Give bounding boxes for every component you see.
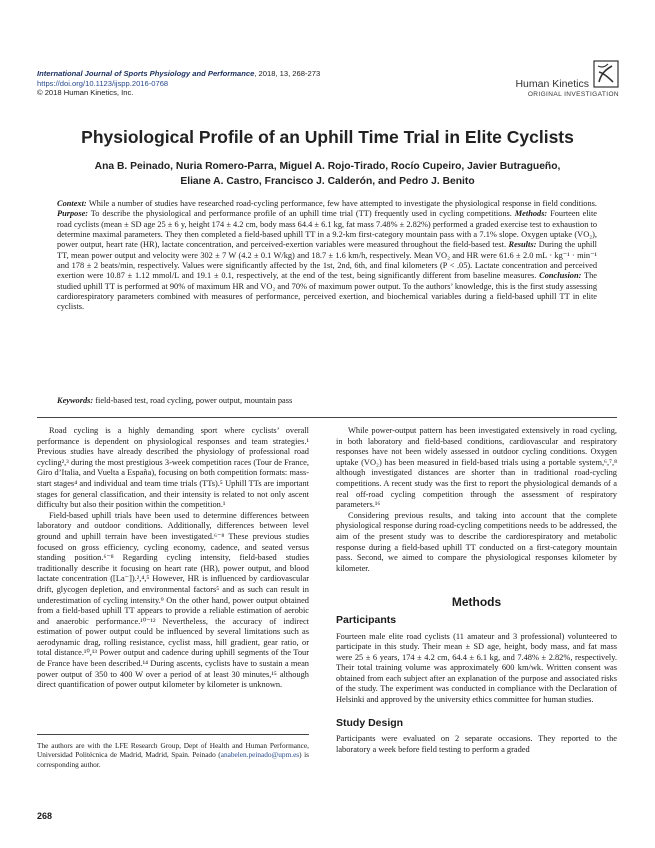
keywords bbox=[57, 396, 597, 405]
abstract-divider bbox=[37, 417, 617, 418]
study-design-heading: Study Design bbox=[336, 716, 404, 729]
methods-text: Fourteen elite road cyclists (mean ± SD age 25 ± 6 y, height 174 ± 4.2 cm, body mass 64.4 ± 6.1 kg, fat mass 7.48% ± 2.82%) performed a graded exercise test to exhaustion to determine maximal parameters. They then completed a field-based uphill TT in a 9.2-km first-category mountain pass with a 7.1% slope. Oxygen uptake (VO₂), power output, heart rate (HR), lactate concentration, and perceived-exertion variables were measured throughout the field-based test. bbox=[57, 209, 597, 250]
corresponding-email-link[interactable]: anabelen.peinado@upm.es bbox=[220, 750, 300, 760]
study-design-paragraph: Participants were evaluated on 2 separate occasions. They reported to the laboratory a week before field testing to perform a graded bbox=[336, 734, 617, 754]
conclusion-text: The studied uphill TT is performed at 90% of maximum HR and VO₂ and 70% of maximum power output. To the authors’ knowledge, this is the first study assessing cardiorespiratory parameters combined with measures of performance, perceived exertion, and biochemical variables during a field-based uphill TT in elite cyclists. bbox=[57, 271, 597, 312]
author-line-1: Ana B. Peinado, Nuria Romero-Parra, Miguel A. Rojo-Tirado, Rocío Cupeiro, Javier Butragueño, bbox=[94, 161, 561, 172]
article-title: Physiological Profile of an Uphill Time Trial in Elite Cyclists bbox=[81, 127, 574, 147]
right-column bbox=[336, 426, 617, 755]
context-label: Context: bbox=[57, 199, 87, 208]
results-label: Results: bbox=[508, 240, 537, 250]
purpose-label: Purpose: bbox=[57, 209, 89, 219]
context-text: While a number of studies have researched road-cycling performance, few have attempted to investigate the physiological response in field conditions. bbox=[86, 199, 597, 208]
page-number: 268 bbox=[37, 811, 53, 821]
left-column bbox=[37, 426, 309, 691]
purpose-text: To describe the physiological and performance profile of an uphill time trial (TT) frequently used in cycling competitions. bbox=[88, 209, 515, 219]
keywords-text: field-based test, road cycling, power output, mountain pass bbox=[93, 396, 293, 405]
journal-header bbox=[37, 69, 457, 98]
human-kinetics-logo-icon bbox=[593, 60, 619, 88]
abstract bbox=[57, 199, 597, 313]
footnote-tail: ) is corresponding author. bbox=[37, 750, 309, 769]
conclusion-label: Conclusion: bbox=[539, 271, 582, 281]
copyright: © 2018 Human Kinetics, Inc. bbox=[37, 88, 134, 97]
author-line-2: Eliane A. Castro, Francisco J. Calderón, and Pedro J. Benito bbox=[180, 175, 475, 187]
journal-citation: , 2018, 13, 268-273 bbox=[254, 69, 321, 78]
journal-name: International Journal of Sports Physiology and Performance bbox=[37, 69, 255, 78]
author-list bbox=[40, 160, 615, 189]
intro-paragraph-4: Considering previous results, and taking into account that the complete physiological response during road-cycling competitions needs to be addressed, the aim of the present study was to describe the cardiorespiratory and metabolic response during a field-based uphill TT conducted on a first-category mountain pass. Second, we aimed to compare the physiological responses kilometer by kilometer. bbox=[336, 510, 617, 573]
intro-paragraph-1: Road cycling is a highly demanding sport where cyclists’ overall performance is dependent on physiological responses and team strategies.¹ Previous studies have already described the physiology of professional road cycling²,³ during the most prestigious 3-week competition races (Tour de France, Giro d’Italia, and Vuelta a España), focusing on both competition formats: mass-start stages⁴ and individual and team time trials (TTs).⁵ Uphill TTs are important stages for general classification, and their intensity is related to not only ascent difficulty but also their position within the competition.¹ bbox=[37, 426, 309, 510]
author-affiliation-footnote bbox=[37, 741, 309, 769]
doi-link[interactable]: https://doi.org/10.1123/ijspp.2016-0768 bbox=[37, 78, 169, 88]
participants-heading: Participants bbox=[336, 613, 397, 626]
footnote-divider bbox=[37, 734, 309, 735]
footnote-text: The authors are with the LFE Research Group, Dept of Health and Human Performance, Universidad Politécnica de Madrid, Madrid, Spain. Peinado ( bbox=[37, 741, 309, 760]
results-text: During the uphill TT, mean power output and velocity were 302 ± 7 W (4.2 ± 0.1 W/kg) and 18.7 ± 1.6 km/h, respectively. Mean VO₂ and HR were 61.6 ± 2.0 mL · kg⁻¹ · min⁻¹ and 178 ± 2 beats/min, respectively. Values were significantly affected by the 1st, 2nd, 6th, and final kilometers (P < .05). Lactate concentration and perceived exertion were 10.87 ± 1.12 mmol/L and 19.1 ± 0.1, respectively, at the end of the test, being significantly different from baseline measures. bbox=[57, 240, 598, 281]
participants-paragraph: Fourteen male elite road cyclists (11 amateur and 3 professional) volunteered to participate in this study. Their mean ± SD age, height, body mass, and fat mass were 25 ± 6 years, 174 ± 4.2 cm, 64.4 ± 6.1 kg, and 7.48% ± 2.82%, respectively. Their total training volume was approximately 600 km/wk. Written consent was obtained from each subject after an explanation of the purpose and associated risks of the study. The experiment was conducted in compliance with the Declaration of Helsinki and approved by the university ethics committee for human studies. bbox=[336, 631, 617, 705]
methods-label: Methods: bbox=[514, 209, 548, 219]
keywords-label: Keywords: bbox=[57, 396, 94, 405]
intro-paragraph-2: Field-based uphill trials have been used to determine differences between laboratory and outdoor conditions. Additionally, differences between level ground and uphill terrain have been investigated.⁶⁻⁸ These previous studies focused on gross efficiency, cycling economy, cadence, and seated versus standing position.⁶⁻⁸ Regarding cycling intensity, field-based studies traditionally describe it focusing on heart rate (HR), power output, and blood lactate concentration ([La⁻]).²,⁴,⁵ However, HR is influenced by cardiovascular drift, glycogen depletion, and environmental factors⁵ and as such can result in underestimation of cycling intensity.⁹ On the other hand, power output obtained from a field-based uphill TT appears to provide a reliable estimation of aerobic and anaerobic performance.¹⁰⁻¹² Nevertheless, the accuracy of indirect estimation of power output could be influenced by several limitations such as aerodynamic drag, rolling resistance, cyclist mass, hill gradient, gear ratio, or total distance.¹⁰,¹³ Power output and cadence during uphill segments of the Tour de France have been described.¹⁴ During ascents, cyclists have to sustain a mean power output of 350 to 400 W over a period of at least 30 minutes,¹⁵ although direct quantification of power output kilometer by kilometer is unknown. bbox=[37, 510, 309, 690]
publisher-name: Human Kinetics bbox=[515, 78, 589, 90]
article-type: ORIGINAL INVESTIGATION bbox=[527, 91, 619, 98]
intro-paragraph-3: While power-output pattern has been investigated extensively in road cycling, in both laboratory and field-based conditions, cardiovascular and respiratory responses have not been widely assessed in outdoor cycling conditions. Oxygen uptake (VO₂) has been measured in field-based trials using a portable system,⁶,⁷,⁸ although investigated distances are shorter than in traditional road-cycling competitions. A recent study was the first to report the physiological demands of a real off-road cycling competition through the assessment of respiratory parameters.¹⁶ bbox=[336, 426, 617, 510]
methods-heading: Methods bbox=[451, 595, 502, 610]
